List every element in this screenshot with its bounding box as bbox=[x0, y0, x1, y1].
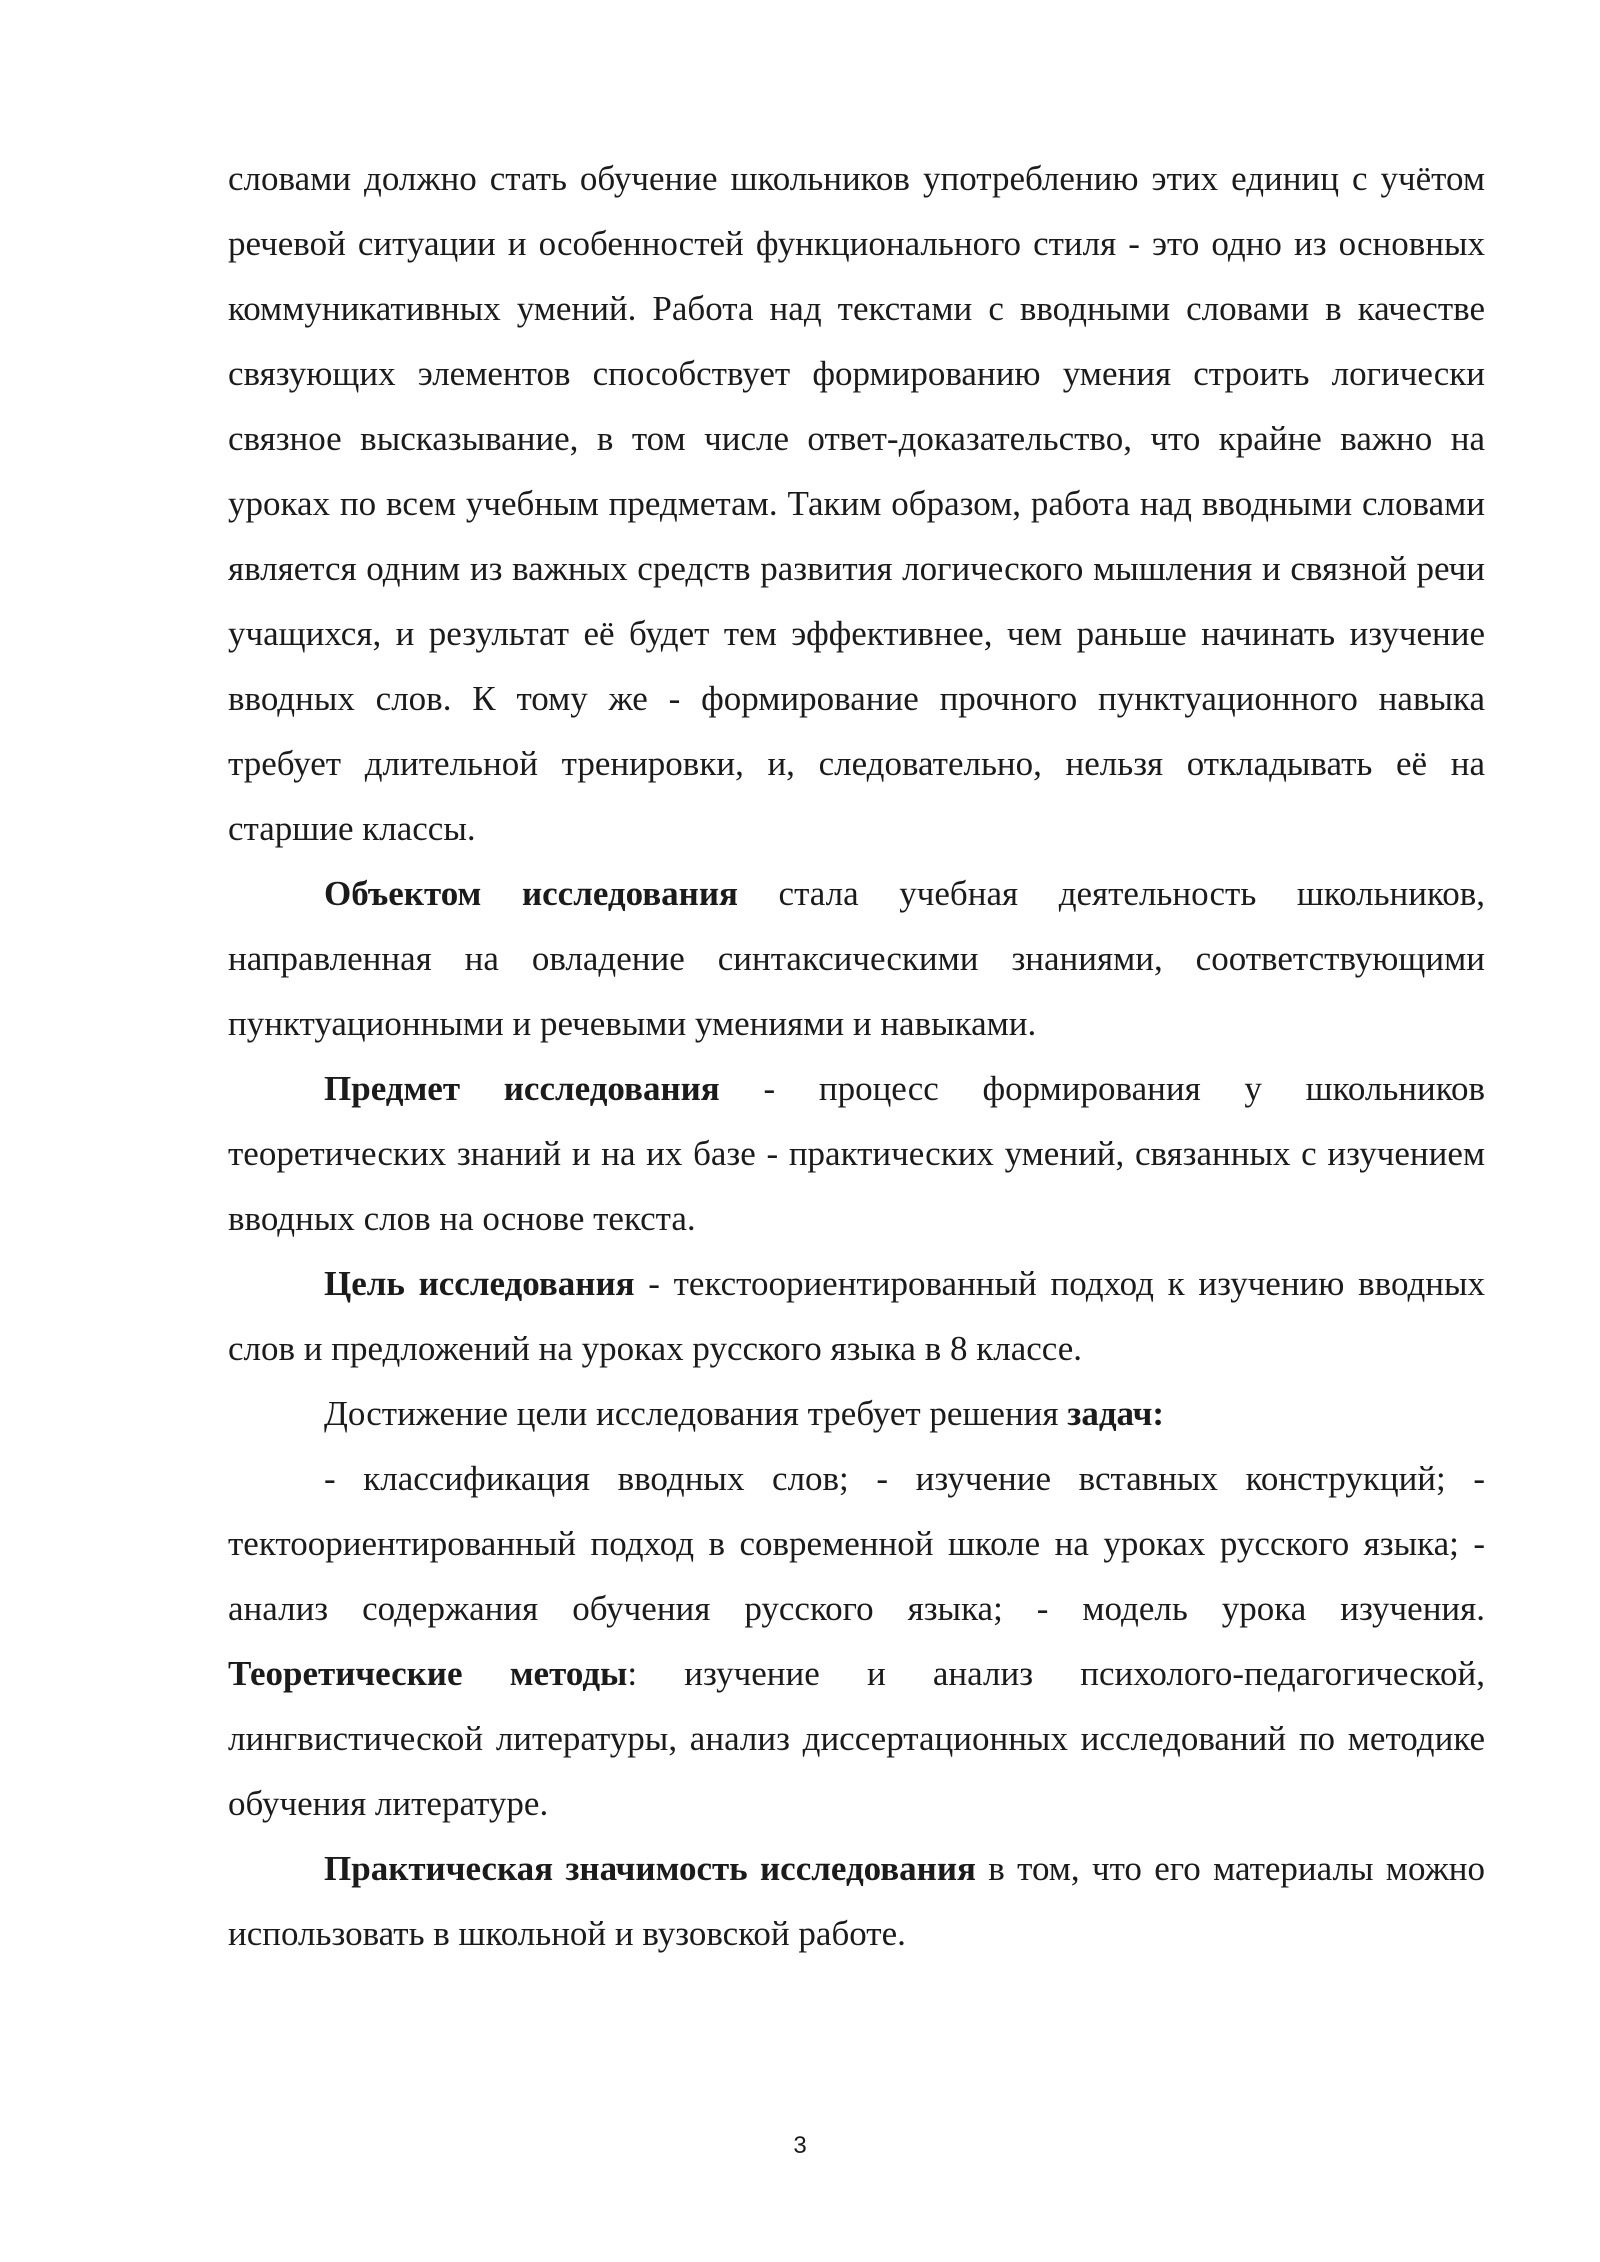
paragraph-significance bbox=[228, 1836, 1485, 1966]
tasks-heading: задач: bbox=[1067, 1394, 1165, 1433]
goal-heading: Цель исследования bbox=[324, 1264, 635, 1303]
subject-heading: Предмет исследования bbox=[324, 1069, 720, 1108]
paragraph-intro: словами должно стать обучение школьников употреблению этих единиц с учётом речевой ситуации и особенностей функционального стиля - это одно из основных коммуникативных умений. Работа над текстами с вводными словами в качестве связующих элементов способствует формированию умения строить логически связное высказывание, в том числе ответ-доказательство, что крайне важно на уроках по всем учебным предметам. Таким образом, работа над вводными словами является одним из важных средств развития логического мышления и связной речи учащихся, и результат её будет тем эффективнее, чем раньше начинать изучение вводных слов. К тому же - формирование прочного пунктуационного навыка требует длительной тренировки, и, следовательно, нельзя откладывать её на старшие классы. bbox=[228, 159, 1485, 848]
paragraph-tasks-list bbox=[228, 1446, 1485, 1836]
paragraph-object bbox=[228, 861, 1485, 1056]
subject-text: - процесс формирования у школьников теоретических знаний и на их базе - практических умений, связанных с изучением вводных слов на основе текста. bbox=[228, 1069, 1486, 1238]
significance-text: в том, что его материалы можно использовать в школьной и вузовской работе. bbox=[228, 1849, 1485, 1953]
methods-heading: Теоретические методы bbox=[228, 1654, 628, 1693]
methods-text: : изучение и анализ психолого-педагогической, лингвистической литературы, анализ диссертационных исследований по методике обучения литературе. bbox=[228, 1654, 1486, 1823]
tasks-list-text: - классификация вводных слов; - изучение вставных конструкций; - тектоориентированный подход в современной школе на уроках русского языка; - анализ содержания обучения русского языка; - модель урока изучения. bbox=[228, 1459, 1485, 1628]
paragraph-subject bbox=[228, 1056, 1485, 1251]
paragraph-tasks-intro bbox=[228, 1381, 1485, 1446]
object-text: стала учебная деятельность школьников, направленная на овладение синтаксическими знаниями, соответствующими пунктуационными и речевыми умениями и навыками. bbox=[228, 874, 1486, 1043]
body-text bbox=[228, 146, 1485, 1966]
significance-heading: Практическая значимость исследования bbox=[324, 1849, 976, 1888]
object-heading: Объектом исследования bbox=[324, 874, 738, 913]
goal-text: - текстоориентированный подход к изучению вводных слов и предложений на уроках русского языка в 8 классе. bbox=[228, 1264, 1485, 1368]
tasks-intro-text: Достижение цели исследования требует решения bbox=[324, 1394, 1068, 1433]
page-number: 3 bbox=[793, 2132, 807, 2159]
paragraph-goal bbox=[228, 1251, 1485, 1381]
